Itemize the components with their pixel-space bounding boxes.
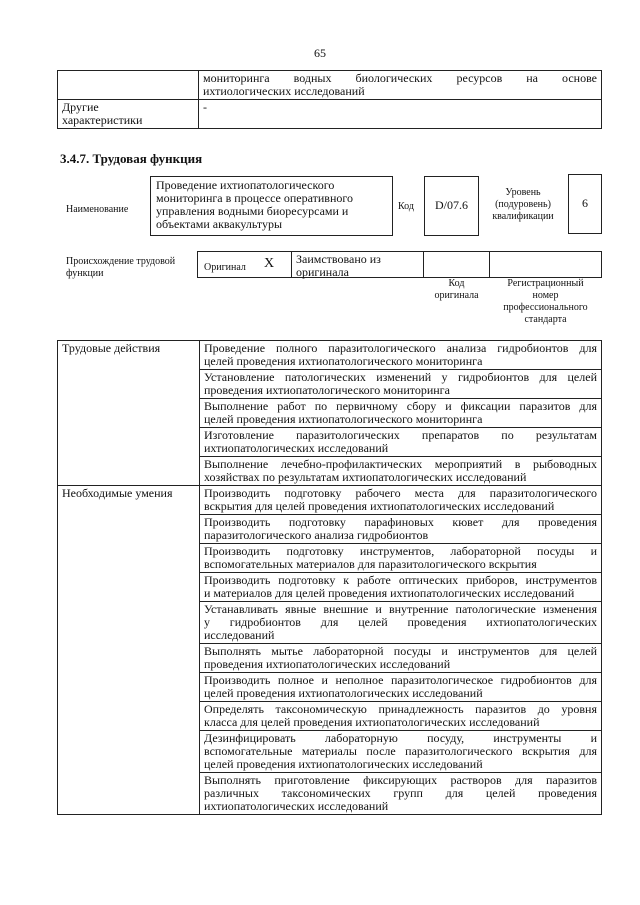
text-line: номер	[532, 290, 559, 301]
text-line: Выполнять мытье лабораторной посуды и инструментов для целей	[204, 644, 597, 658]
text-line: целей проведения ихтиопатологических исследований	[204, 757, 483, 771]
text-line: Устанавливать явные внешние и внутренние патологические изменения	[204, 602, 597, 616]
original-cell	[197, 251, 292, 278]
code-value: D/07.6	[435, 198, 468, 212]
text-line: ихтиологических исследований	[203, 84, 365, 98]
text-line: ихтиопатологических исследований	[204, 799, 389, 813]
code-original-label	[423, 278, 490, 302]
level-box	[568, 174, 602, 234]
text-line: оригинала	[296, 265, 349, 279]
table-row	[58, 486, 602, 515]
text-line: различных таксономических групп для целей проведения	[204, 786, 597, 800]
text-line: Производить подготовку к работе оптических приборов, инструментов	[204, 573, 597, 587]
text-line: профессионального	[503, 302, 588, 313]
text-line: Производить подготовку парафиновых кювет для проведения	[204, 515, 597, 529]
text-line: Определять таксономическую принадлежность паразитов до уровня	[204, 702, 597, 716]
text-line: Проведение ихтиопатологического	[156, 178, 335, 192]
name-label: Наименование	[66, 204, 129, 215]
label-cell	[58, 100, 199, 129]
list-item	[200, 457, 602, 486]
list-item	[200, 399, 602, 428]
labor-actions-label	[58, 341, 200, 486]
origin-label	[66, 256, 175, 280]
text-line: Дезинфицировать лабораторную посуду, инструменты и	[204, 731, 597, 745]
reg-number-label	[489, 278, 602, 326]
borrowed-cell	[291, 251, 424, 278]
code-original-cell	[423, 251, 490, 278]
text-line: квалификации	[492, 211, 554, 222]
list-item	[200, 673, 602, 702]
top-table	[57, 70, 602, 129]
text-line: Выполнение работ по первичному сбору и фиксации паразитов для	[204, 399, 597, 413]
text-line: (подуровень)	[495, 199, 551, 210]
text-line: мониторинга водных биологических ресурсов на основе	[203, 71, 597, 85]
list-item	[200, 428, 602, 457]
text-line: оригинала	[434, 290, 479, 301]
text-line: Код	[448, 278, 465, 289]
section-title: 3.4.7. Трудовая функция	[60, 151, 203, 166]
table-row	[58, 341, 602, 370]
required-skills-label	[58, 486, 200, 815]
text-line: Происхождение трудовой	[66, 256, 176, 267]
original-mark: X	[264, 256, 275, 271]
list-item	[200, 486, 602, 515]
empty-cell	[58, 71, 199, 100]
code-label: Код	[398, 201, 414, 212]
list-item	[200, 644, 602, 673]
text-line: Производить подготовку инструментов, лабораторной посуды и	[204, 544, 597, 558]
text-line: и материалов для целей проведения ихтиопатологических исследований	[204, 586, 575, 600]
list-item	[200, 370, 602, 399]
text-line: у гидробионтов для целей проведения ихтиопатологических	[204, 615, 597, 629]
function-details-table	[57, 340, 602, 815]
text-line: Производить подготовку рабочего места для паразитологического	[204, 486, 597, 500]
list-item	[200, 702, 602, 731]
text-line: вспомогательных материалов для паразитологического вскрытия	[204, 557, 537, 571]
list-item	[200, 731, 602, 773]
text-line: -	[203, 100, 207, 114]
text-line: целей проведения ихтиопатологического мониторинга	[204, 412, 483, 426]
text-line: Необходимые умения	[62, 486, 173, 500]
value-cell	[199, 100, 602, 129]
text-line: Другие	[62, 100, 99, 114]
text-line: Заимствовано из	[296, 252, 381, 266]
function-name-box	[150, 176, 393, 236]
list-item	[200, 341, 602, 370]
level-value: 6	[582, 196, 588, 210]
code-box	[424, 176, 479, 236]
text-line: целей проведения ихтиопатологического мониторинга	[204, 354, 483, 368]
text-line: вскрытия для целей проведения ихтиопатологических исследований	[204, 499, 555, 513]
list-item	[200, 602, 602, 644]
text-line: стандарта	[524, 314, 567, 325]
text-line: Выполнение лечебно-профилактических мероприятий в рыбоводных	[204, 457, 597, 471]
list-item	[200, 544, 602, 573]
text-line: проведения ихтиопатологического мониторинга	[204, 383, 450, 397]
text-line: управления водными биоресурсами и	[156, 204, 349, 218]
text-line: хозяйствах по результатам ихтиопатологических исследований	[204, 470, 527, 484]
text-line: паразитологического анализа гидробионтов	[204, 528, 429, 542]
page-number: 65	[314, 46, 326, 60]
list-item	[200, 573, 602, 602]
text-line: исследований	[204, 628, 275, 642]
text-line: Уровень	[505, 187, 541, 198]
text-line: целей проведения ихтиопатологических исследований	[204, 686, 483, 700]
text-line: Производить полное и неполное паразитологическое гидробионтов для	[204, 673, 597, 687]
level-label	[484, 187, 562, 223]
text-line: Изготовление паразитологических препаратов по результатам	[204, 428, 597, 442]
text-line: Установление патологических изменений у гидробионтов для целей	[204, 370, 597, 384]
text-line: проведения ихтиопатологических исследований	[204, 657, 451, 671]
list-item	[200, 515, 602, 544]
text-line: мониторинга в процессе оперативного	[156, 191, 354, 205]
reg-number-cell	[489, 251, 602, 278]
text-line: класса для целей проведения ихтиопатологических исследований	[204, 715, 540, 729]
text-line: ихтиопатологических исследований	[204, 441, 389, 455]
table-row	[58, 100, 602, 129]
text-line: функции	[66, 268, 104, 279]
text-line: вспомогательные материалы после паразитологического вскрытия для	[204, 744, 597, 758]
text-line: объектами аквакультуры	[156, 217, 283, 231]
text-line: Трудовые действия	[62, 341, 161, 355]
text-line: Регистрационный	[507, 278, 584, 289]
text-line: Проведение полного паразитологического анализа гидробионтов для	[204, 341, 597, 355]
table-row	[58, 71, 602, 100]
text-line: характеристики	[62, 113, 143, 127]
description-cell	[199, 71, 602, 100]
original-label: Оригинал	[204, 262, 246, 273]
list-item	[200, 773, 602, 815]
text-line: Выполнять приготовление фиксирующих растворов для паразитов	[204, 773, 597, 787]
